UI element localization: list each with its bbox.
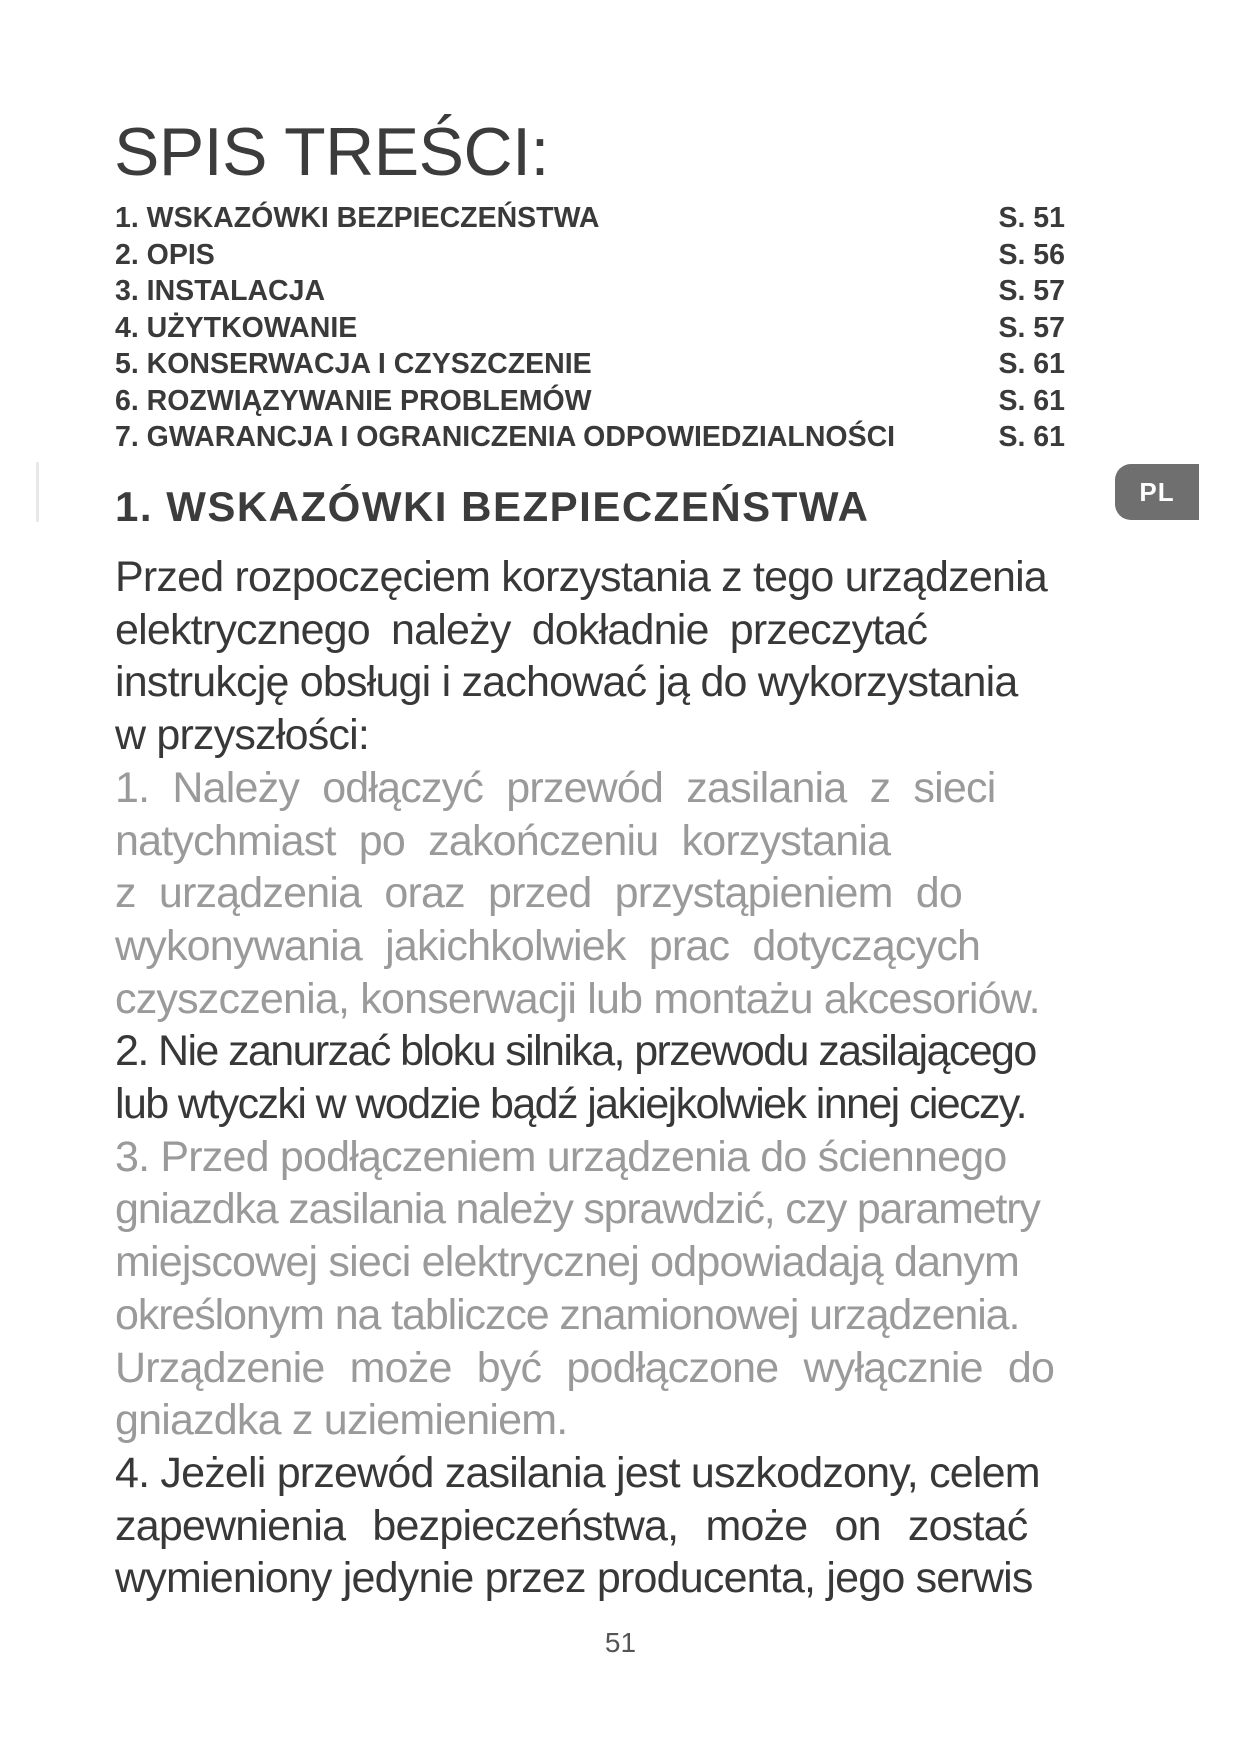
- text-line: elektrycznego należy dokładnie przeczytać: [115, 605, 928, 654]
- toc-item: [115, 383, 1065, 420]
- toc-item-page: S. 51: [998, 202, 1065, 234]
- text-line: Urządzenie może być podłączone wyłącznie do: [115, 1343, 1055, 1392]
- toc-item-page: S. 61: [998, 348, 1065, 380]
- text-line: gniazdka zasilania należy sprawdzić, czy parametry: [115, 1185, 1040, 1234]
- text-line: 3. Przed podłączeniem urządzenia do ściennego: [115, 1132, 1007, 1181]
- language-tab: PL: [1115, 464, 1199, 520]
- instruction-item-1: [115, 762, 1095, 1026]
- text-line: wymieniony jedynie przez producenta, jego serwis: [115, 1554, 1033, 1603]
- text-line: instrukcję obsługi i zachować ją do wykorzystania: [115, 658, 1018, 707]
- text-line: Przed rozpoczęciem korzystania z tego urządzenia: [115, 553, 1047, 601]
- text-line: zapewnienia bezpieczeństwa, może on zostać: [115, 1501, 1028, 1550]
- instruction-item-4: [115, 1447, 1095, 1605]
- toc-item-label: 7. GWARANCJA I OGRANICZENIA ODPOWIEDZIALNOŚCI: [115, 421, 896, 453]
- text-line: gniazdka z uziemieniem.: [115, 1396, 568, 1445]
- toc-item: [115, 310, 1065, 347]
- text-line: z urządzenia oraz przed przystąpieniem do: [115, 869, 963, 918]
- page-title: SPIS TREŚCI:: [114, 114, 549, 190]
- toc-item-page: S. 61: [998, 421, 1065, 453]
- margin-divider: [36, 462, 39, 522]
- toc-item-label: 4. UŻYTKOWANIE: [115, 311, 358, 344]
- text-line: lub wtyczki w wodzie bądź jakiejkolwiek innej cieczy.: [115, 1080, 1026, 1129]
- toc-item-page: S. 61: [998, 384, 1065, 417]
- section-heading: 1. WSKAZÓWKI BEZPIECZEŃSTWA: [115, 483, 870, 530]
- toc-item-page: S. 56: [998, 238, 1065, 271]
- toc-item-label: 1. WSKAZÓWKI BEZPIECZEŃSTWA: [115, 202, 600, 234]
- intro-paragraph: [115, 551, 1095, 762]
- text-line: czyszczenia, konserwacji lub montażu akcesoriów.: [115, 974, 1040, 1023]
- toc-item: [115, 419, 1065, 456]
- toc-item-label: 2. OPIS: [115, 238, 215, 271]
- toc-item-page: S. 57: [998, 311, 1065, 344]
- toc-item: [115, 200, 1065, 237]
- text-line: określonym na tabliczce znamionowej urządzenia.: [115, 1290, 1020, 1339]
- toc-item-label: 5. KONSERWACJA I CZYSZCZENIE: [115, 348, 592, 380]
- text-line: wykonywania jakichkolwiek prac dotyczących: [115, 921, 981, 970]
- toc-item: [115, 346, 1065, 383]
- toc-item: [115, 273, 1065, 310]
- text-line: 2. Nie zanurzać bloku silnika, przewodu zasilającego: [115, 1027, 1036, 1076]
- toc-item-label: 3. INSTALACJA: [115, 275, 326, 307]
- text-line: miejscowej sieci elektrycznej odpowiadają danym: [115, 1238, 1020, 1287]
- text-line: 4. Jeżeli przewód zasilania jest uszkodzony, celem: [115, 1448, 1040, 1497]
- toc-item-label: 6. ROZWIĄZYWANIE PROBLEMÓW: [115, 384, 592, 417]
- page-number: 51: [604, 1627, 637, 1658]
- text-line: 1. Należy odłączyć przewód zasilania z sieci: [115, 763, 996, 812]
- instruction-item-3: [115, 1131, 1095, 1447]
- text-line: w przyszłości:: [115, 711, 370, 760]
- toc-item: [115, 237, 1065, 274]
- toc-item-page: S. 57: [998, 275, 1065, 307]
- text-line: natychmiast po zakończeniu korzystania: [115, 816, 891, 865]
- instruction-item-2: [115, 1025, 1095, 1130]
- table-of-contents: [115, 200, 1065, 456]
- safety-instructions: [115, 551, 1095, 1605]
